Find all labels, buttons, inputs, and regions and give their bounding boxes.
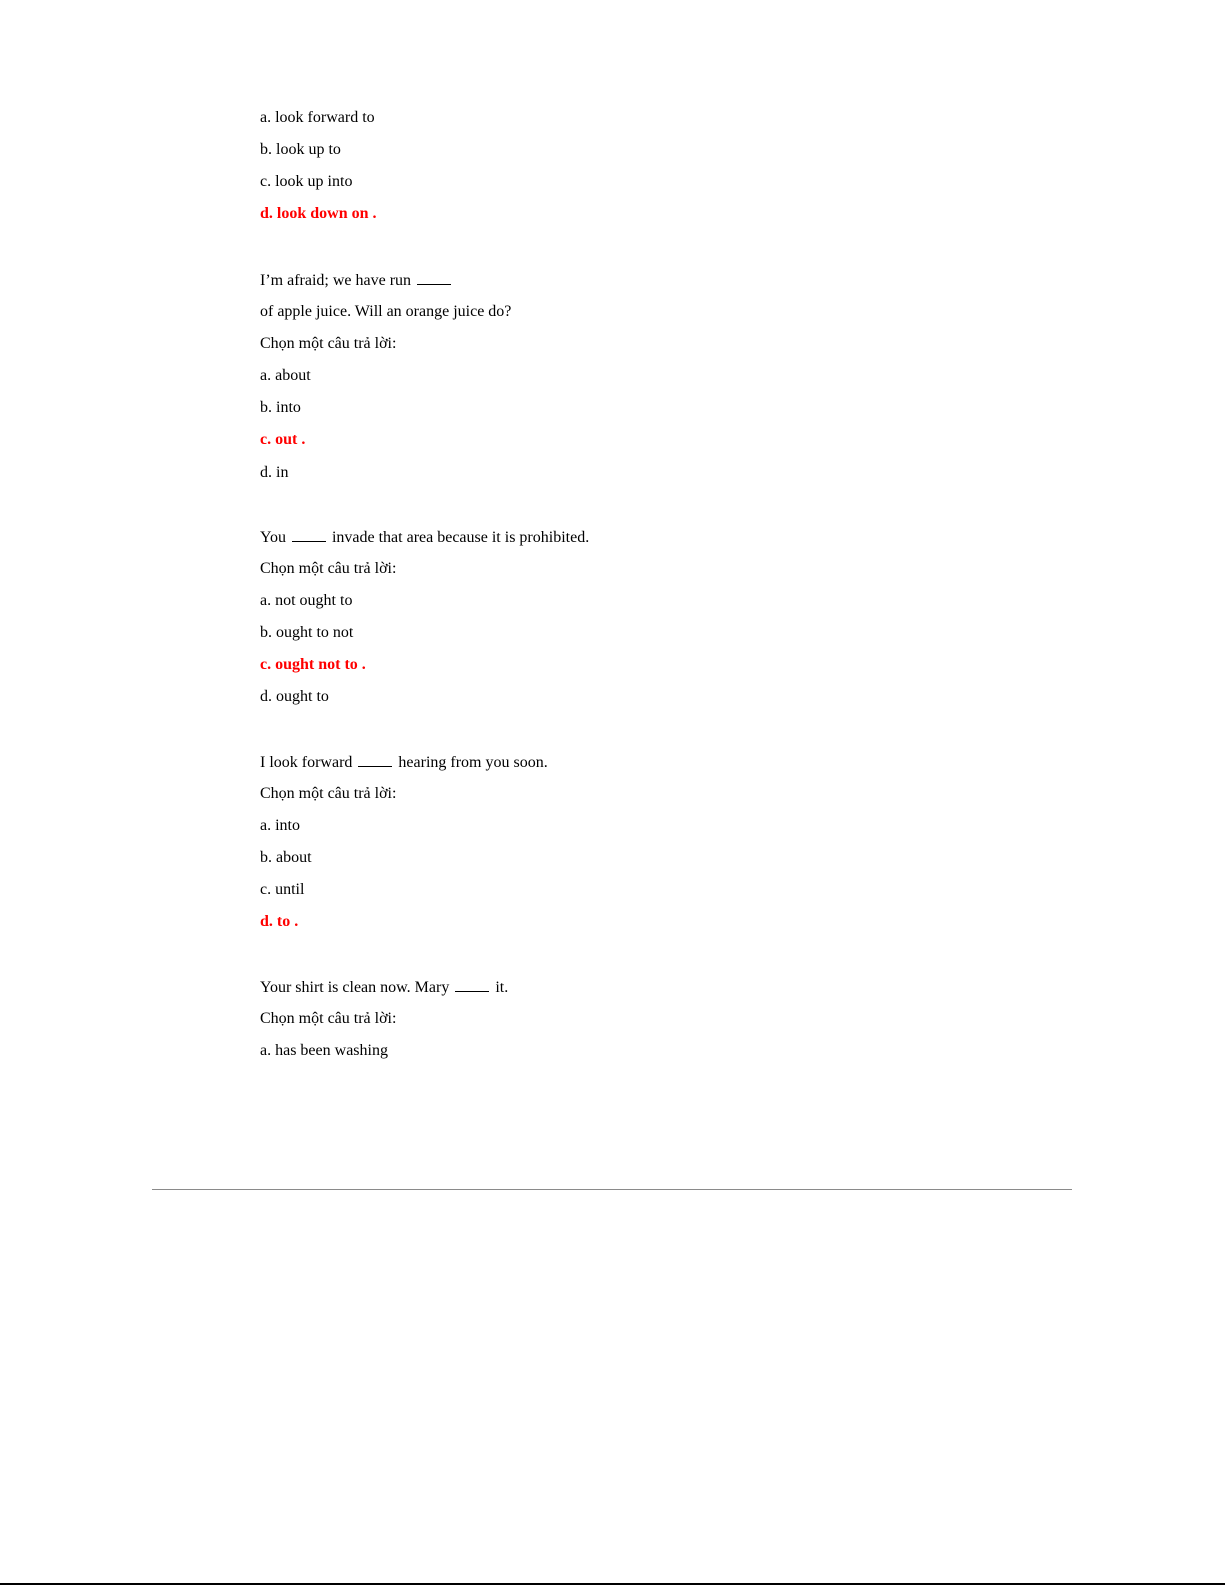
option-a: a. look forward to: [260, 109, 375, 126]
option-a: a. has been washing: [260, 1042, 388, 1059]
answer-prompt: Chọn một câu trả lời:: [260, 560, 397, 577]
question-stem: [260, 270, 453, 291]
option-d: d. in: [260, 464, 289, 481]
page-divider: [152, 1189, 1072, 1190]
option-c: c. until: [260, 881, 305, 898]
option-b: b. about: [260, 849, 312, 866]
option-d: d. ought to: [260, 688, 329, 705]
answer-prompt: Chọn một câu trả lời:: [260, 1010, 397, 1027]
answer-blank: [292, 527, 326, 542]
question-text: Your shirt is clean now. Mary: [260, 979, 450, 996]
option-a: a. into: [260, 817, 300, 834]
answer-prompt: Chọn một câu trả lời:: [260, 785, 397, 802]
question-text: it.: [495, 979, 509, 996]
option-a: a. about: [260, 367, 311, 384]
question-text: I look forward: [260, 754, 353, 771]
option-d-correct: d. look down on .: [260, 205, 377, 222]
option-b: b. into: [260, 399, 301, 416]
option-c-correct: c. ought not to .: [260, 656, 366, 673]
question-stem: [260, 527, 589, 548]
option-c-correct: c. out .: [260, 431, 306, 448]
option-b: b. look up to: [260, 141, 341, 158]
option-c: c. look up into: [260, 173, 353, 190]
question-text: You: [260, 529, 286, 546]
question-text: hearing from you soon.: [398, 754, 548, 771]
answer-blank: [455, 977, 489, 992]
question-stem: [260, 752, 548, 773]
option-a: a. not ought to: [260, 592, 353, 609]
option-d-correct: d. to .: [260, 913, 299, 930]
answer-blank: [358, 752, 392, 767]
option-b: b. ought to not: [260, 624, 354, 641]
question-text: I’m afraid; we have run: [260, 272, 412, 289]
answer-prompt: Chọn một câu trả lời:: [260, 335, 397, 352]
question-stem: [260, 977, 508, 998]
answer-blank: [417, 270, 451, 285]
question-stem-continued: of apple juice. Will an orange juice do?: [260, 303, 512, 320]
question-text: invade that area because it is prohibited.: [331, 529, 590, 546]
